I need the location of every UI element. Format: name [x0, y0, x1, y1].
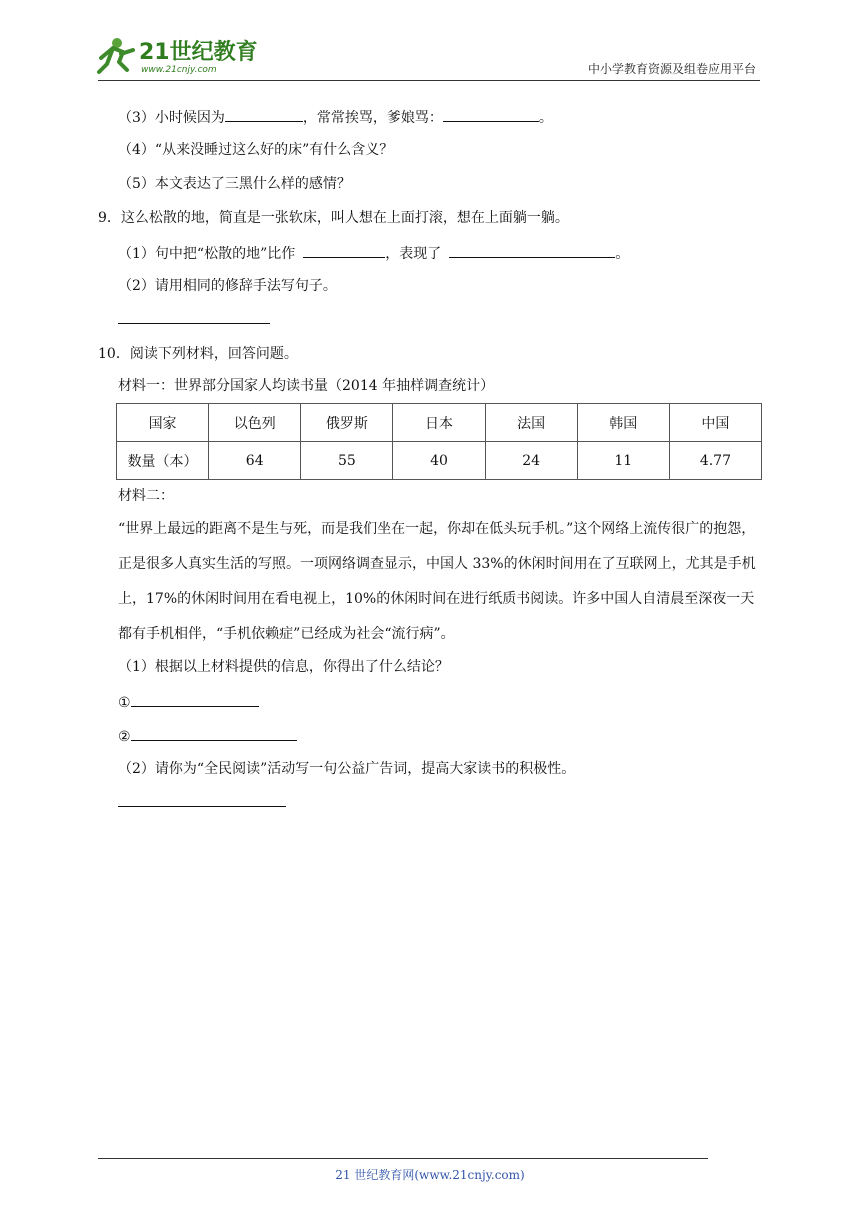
table-cell: 数量（本）: [117, 442, 209, 480]
q8-sub3-text-b: ，常常挨骂，爹娘骂：: [302, 110, 443, 126]
site-logo: [95, 34, 265, 78]
answer-blank[interactable]: [303, 242, 385, 258]
material2-text: “世界上最远的距离不是生与死，而是我们坐在一起，你却在低头玩手机。”这个网络上流传很广的抱怨，正是很多人真实生活的写照。一项网络调查显示，中国人 33%的休闲时间用在了互联网上，尤其是手机上，17%的休闲时间用在看电视上，10%的休闲时间在进行纸质书阅读。许多中国人自清晨至深夜一天都有手机相伴，“手机依赖症”已经成为社会“流行病”。: [118, 521, 756, 642]
q9-stem: 9．这么松散的地，简直是一张软床，叫人想在上面打滚，想在上面躺一躺。: [98, 210, 569, 226]
table-cell: 俄罗斯: [301, 404, 393, 442]
footer-divider: [98, 1158, 708, 1159]
q8-sub3: [118, 106, 553, 128]
table-cell: 中国: [669, 404, 761, 442]
runner-icon: [99, 38, 133, 72]
answer-blank[interactable]: [131, 725, 297, 741]
table-cell: 韩国: [577, 404, 669, 442]
table-cell: 4.77: [669, 442, 761, 480]
header-platform-text: 中小学教育资源及组卷应用平台: [587, 62, 756, 76]
circled-one: ①: [118, 695, 131, 711]
table-cell: 国家: [117, 404, 209, 442]
material1-title: 材料一：世界部分国家人均读书量（2014 年抽样调查统计）: [118, 378, 495, 394]
q10-sub2: （2）请你为“全民阅读”活动写一句公益广告词，提高大家读书的积极性。: [118, 761, 576, 777]
q9-sub1-text-a: （1）句中把“松散的地”比作: [118, 246, 296, 262]
reading-table: [116, 403, 762, 480]
table-row: [117, 442, 762, 480]
table-cell: 11: [577, 442, 669, 480]
table-cell: 以色列: [209, 404, 301, 442]
header-divider: [98, 80, 760, 81]
q10-stem: 10．阅读下列材料，回答问题。: [98, 346, 298, 362]
material2-title: 材料二：: [118, 488, 174, 504]
table-cell: 40: [393, 442, 485, 480]
table-cell: 64: [209, 442, 301, 480]
footer-text: 21 世纪教育网(www.21cnjy.com): [335, 1168, 525, 1182]
q9-sub2: （2）请用相同的修辞手法写句子。: [118, 278, 337, 294]
q10-sub1: （1）根据以上材料提供的信息，你得出了什么结论？: [118, 659, 449, 675]
answer-blank[interactable]: [443, 106, 539, 122]
q8-sub3-text-a: （3）小时候因为: [118, 110, 225, 126]
answer-blank[interactable]: [225, 106, 303, 122]
q10-answer-2: [118, 725, 297, 747]
q8-sub4: （4）“从来没睡过这么好的床”有什么含义？: [118, 142, 394, 158]
q9-sub1-text-c: 。: [615, 246, 630, 262]
answer-blank[interactable]: [449, 242, 615, 258]
circled-two: ②: [118, 729, 131, 745]
table-cell: 法国: [485, 404, 577, 442]
q9-sub1-text-b: ，表现了: [385, 246, 442, 262]
logo-title: 21世纪教育: [139, 40, 258, 65]
answer-blank[interactable]: [131, 691, 259, 707]
q10-answer-1: [118, 691, 259, 713]
logo-url: www.21cnjy.com: [141, 65, 217, 75]
table-header-row: [117, 404, 762, 442]
table-cell: 24: [485, 442, 577, 480]
q10-answer-line[interactable]: [118, 806, 286, 807]
table-cell: 日本: [393, 404, 485, 442]
q8-sub5: （5）本文表达了三黑什么样的感情？: [118, 176, 351, 192]
q8-sub3-text-c: 。: [538, 110, 553, 126]
q9-sub1: [118, 242, 629, 264]
q9-answer-line[interactable]: [118, 323, 270, 324]
table-cell: 55: [301, 442, 393, 480]
